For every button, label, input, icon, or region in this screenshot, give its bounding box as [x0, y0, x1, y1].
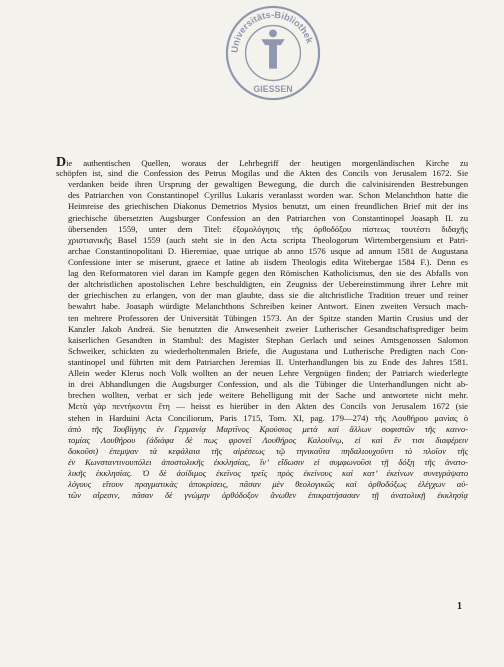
- text-line: schöpfen ist, sind die Confession des Petrus Mogilas und die Akten des Concils von Jerusalem 1672. Sie: [56, 168, 468, 179]
- text-line: τῶν αἵρεσιν, πᾶσαν δὲ γνώμην ὀρθόδοξον ἄνωθεν ἐπικρατήσασαν τῇ ἀνατολικῇ ἐκκλησίᾳ: [68, 490, 468, 501]
- drop-cap: D: [56, 155, 67, 170]
- text-line: verdanken beide ihren Ursprung der gewaltigen Bewegung, die durch die calvinisirenden Bestrebungen: [68, 179, 468, 190]
- svg-text:Universitäts-Bibliothek: Universitäts-Bibliothek: [229, 9, 315, 54]
- page-number: 1: [457, 601, 462, 612]
- text-line: brechen wollten, verbat er sich jede weitere Behelligung mit der Sache und antwortete nicht mehr.: [68, 390, 468, 401]
- text-line: des Patriarchen von Constantinopel Cyrillus Lukaris veranlasst worden war. Schon Melanchthon hatte die: [68, 190, 468, 201]
- text-line: λόγους εἴτουν πραγματικὰς ἀποκρίσεις, πᾶσαν μὲν θεολογικῶς καὶ ὀρθοδόξως ἐλέγχων αὐ-: [68, 479, 468, 490]
- svg-text:GIESSEN: GIESSEN: [253, 84, 293, 95]
- text-line: Μετὰ γὰρ πεντήκοντα ἔτη — heisst es hierüber in den Akten des Concils von Jerusalem 1672 (sie: [68, 401, 468, 412]
- text-line: stehen in Harduini Acta Conciliorum, Paris 1715, Tom. XI, pag. 179—274) τῆς Λουθήρου μανίας ὁ: [68, 412, 468, 423]
- text-line: Heimreise des griechischen Diakonus Demetrios Mysios benutzt, um einen freundlichen Brief mit der ins: [68, 201, 468, 212]
- stamp-seal-icon: [224, 4, 322, 102]
- text-line: ἀπὸ τῆς Τουβίγγης ἐν Γερμανίᾳ Μαρτῖνος Κρούσιος μετὰ καὶ ἄλλων σοφιστῶν τῆς καινο-: [68, 423, 468, 434]
- body-text: [56, 157, 468, 501]
- library-stamp: [224, 4, 322, 102]
- text-line: χριστιανικῆς Basel 1559 (auch steht sie in den Acta scripta Theologorum Wirtembergensium et Patri-: [68, 234, 468, 245]
- text-line: Kanzler Jakob Andreä. Sie benutzten die Anwesenheit zweier Lutherischer Gesandtschaftsprediger beim: [68, 323, 468, 334]
- text-line: in drei Abhandlungen die Augsburger Confession, und als die Tübinger die Unterhandlungen nicht ab-: [68, 379, 468, 390]
- text-line: lag den Reformatoren viel daran im Kampfe gegen den Römischen Katholicismus, den sie des Abfalls von: [68, 268, 468, 279]
- text-line: δοκοῦσι) ἐπεμψαν τὰ κεφάλαια τῆς αἱρέσεως τῷ τηνικαῦτα πηδαλιουχοῦντι τὸ πλοῖον τῆς: [68, 445, 468, 456]
- text-line: τομίας Λουθήρου (ἀδιάφα δὲ πως φρονεῖ Λουθήρος Καλουΐνῳ, εἰ καὶ ἔν τισι διαφέρειν: [68, 434, 468, 445]
- line-rest: ie authentischen Quellen, woraus der Lehrbegriff der heutigen morgenländischen Kirche zu: [66, 158, 468, 168]
- text-line: archae Constantinopolitani D. Hieremiae, quae utrique ab anno 1576 usque ad annum 1581 de Augustana: [68, 245, 468, 256]
- text-line: der altchristlichen apostolischen Lehre beschuldigten, ein Zeugniss der Uebereinstimmung ihrer Lehre mit: [68, 279, 468, 290]
- text-line: Confessione inter se miserunt, graece et latine ab iisdem Theologis edita Witebergae 1584 F.). Denn es: [68, 256, 468, 267]
- text-line: ten mehrere Professoren der Universität Tübingen 1573. An der Spitze standen Martin Crusius und der: [68, 312, 468, 323]
- text-line: griechische übersetzten Augsburger Confession an den Patriarchen von Constantinopel Joasaph II. zu: [68, 212, 468, 223]
- text-line: Schweiker, schickten zu wiederholtenmalen Briefe, die Augustana und Lutherische Predigten nach Con-: [68, 345, 468, 356]
- text-line: ἐν Κωνσταντινουπόλει ἀποστολικῆς ἐκκλησίας, ἵν’ εἴδωσιν εἰ συμφωνοῦσι τῇ δόξῃ τῆς ἀνατο-: [68, 456, 468, 467]
- text-line: bewahrt habe. Joasaph würdigte Melanchthons Schreiben keiner Antwort. Einen zweiten Versuch mach-: [68, 301, 468, 312]
- text-line: stantinopel und führten mit dem Patriarchen Jeremias II. Unterhandlungen bis zu Ende des Jahres 1581.: [68, 356, 468, 367]
- text-line: Allein weder Klerus noch Volk wollten an der neuen Lehre Vergnügen finden; der Patriarch wiederlegte: [68, 368, 468, 379]
- text-line: [56, 157, 468, 168]
- text-line: der griechischen zu erlangen, von der man glaubte, dass sie die altchristliche Tradition treuer und reiner: [68, 290, 468, 301]
- text-line: übersenden 1559, unter dem Titel: ἐξομολόγησις τῆς ὀρθοδόξου πίστεως τουτέστι διδαχῆς: [68, 223, 468, 234]
- text-line: λικῆς ἐκκλησίας. Ὁ δὲ ἀοίδιμος ἐκεῖνος τρεῖς πρὸς ἐκείνους καὶ κατ’ ἐκείνων συνεγράψατο: [68, 468, 468, 479]
- text-line: kaiserlichen Gesandten in Stambul: des Magister Stephan Gerlach und seines Amtsgenossen Salomon: [68, 334, 468, 345]
